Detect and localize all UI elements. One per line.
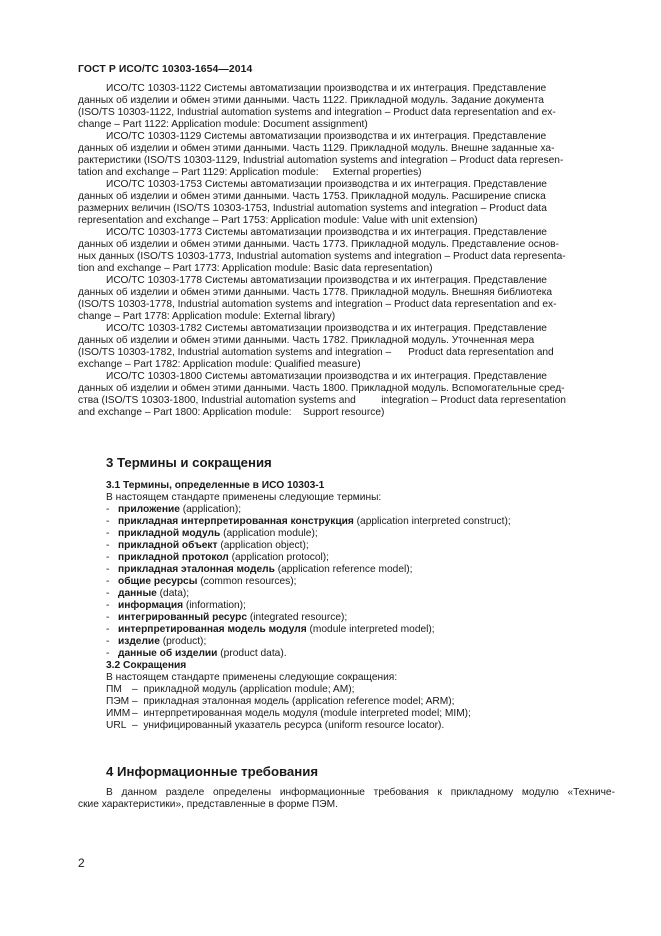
ref-line: данных об изделии и обмен этими данными. Часть 1753. Прикладной модуль. Расширение списка <box>78 191 546 202</box>
page-number: 2 <box>78 856 85 870</box>
abbreviation-item <box>106 696 626 708</box>
term-item <box>106 636 626 648</box>
term-name: прикладная интерпретированная конструкция <box>118 516 354 527</box>
list-dash: - <box>106 648 110 659</box>
paragraph-line: В данном разделе определены информационные требования к прикладному модулю «Техниче- <box>106 787 615 798</box>
ref-line: representation and exchange – Part 1753: Application module: Value with unit extension) <box>78 215 478 226</box>
list-dash: - <box>106 540 110 551</box>
reference-entry <box>78 227 615 275</box>
term-translation: (application object); <box>217 540 309 551</box>
term-item <box>106 648 626 660</box>
ref-line: ИСО/ТС 10303-1129 Системы автоматизации производства и их интеграция. Представление <box>106 131 547 142</box>
list-dash: - <box>106 516 110 527</box>
subsection-3-1-title: 3.1 Термины, определенные в ИСО 10303-1 <box>106 480 325 491</box>
abbreviation-item <box>106 708 626 720</box>
term-item <box>106 588 626 600</box>
ref-line: ИСО/ТС 10303-1122 Системы автоматизации производства и их интеграция. Представление <box>106 83 547 94</box>
list-dash: - <box>106 612 110 623</box>
reference-entry <box>78 179 615 227</box>
term-name: прикладной объект <box>118 540 218 551</box>
paragraph-line: ские характеристики», представленные в форме ПЭМ. <box>78 799 338 810</box>
term-name: приложение <box>118 504 180 515</box>
ref-line: (ISO/TS 10303-1782, Industrial automation systems and integration – Product data representation and <box>78 347 554 358</box>
term-name: информация <box>118 600 184 611</box>
term-translation: (application); <box>179 504 242 515</box>
term-translation: (integrated resource); <box>246 612 348 623</box>
abbreviation-item <box>106 684 626 696</box>
abbreviation-key: ПЭМ <box>106 696 130 707</box>
term-name: интегрированный ресурс <box>118 612 247 623</box>
ref-line: данных об изделии и обмен этими данными. Часть 1782. Прикладной модуль. Уточненная мера <box>78 335 535 346</box>
list-dash: - <box>106 528 110 539</box>
list-dash: - <box>106 552 110 563</box>
reference-entry <box>78 371 615 419</box>
ref-line: (ISO/TS 10303-1778, Industrial automation systems and integration – Product data representation and ex- <box>78 299 557 310</box>
reference-entry <box>78 131 615 179</box>
ref-line: ИСО/ТС 10303-1753 Системы автоматизации производства и их интеграция. Представление <box>106 179 547 190</box>
term-translation: (application interpreted construct); <box>353 516 511 527</box>
term-item <box>106 528 626 540</box>
term-item <box>106 504 626 516</box>
subsection-3-2-title: 3.2 Сокращения <box>106 660 187 671</box>
ref-line: данных об изделии и обмен этими данными. Часть 1773. Прикладной модуль. Представление основ- <box>78 239 559 250</box>
list-dash: - <box>106 588 110 599</box>
ref-line: change – Part 1122: Application module: Document assignment) <box>78 119 368 130</box>
abbreviation-key: ПМ <box>106 684 122 695</box>
term-item <box>106 600 626 612</box>
term-item <box>106 552 626 564</box>
list-dash: - <box>106 564 110 575</box>
ref-line: ИСО/ТС 10303-1778 Системы автоматизации производства и их интеграция. Представление <box>106 275 547 286</box>
abbreviations-list <box>106 684 626 732</box>
term-name: данные <box>118 588 157 599</box>
term-name: прикладной модуль <box>118 528 221 539</box>
subsection-3-2-intro: В настоящем стандарте применены следующие сокращения: <box>106 672 398 683</box>
ref-line: ства (ISO/TS 10303-1800, Industrial automation systems and integration – Product data representation <box>78 395 566 406</box>
term-translation: (product); <box>159 636 207 647</box>
list-dash: - <box>106 576 110 587</box>
subsection-3-1-intro: В настоящем стандарте применены следующие термины: <box>106 492 382 503</box>
ref-line: ИСО/ТС 10303-1800 Системы автоматизации производства и их интеграция. Представление <box>106 371 547 382</box>
section-3-body <box>106 480 626 732</box>
term-translation: (information); <box>183 600 246 611</box>
term-item <box>106 516 626 528</box>
term-translation: (data); <box>156 588 190 599</box>
term-translation: (module interpreted model); <box>306 624 435 635</box>
ref-line: ИСО/ТС 10303-1782 Системы автоматизации производства и их интеграция. Представление <box>106 323 547 334</box>
term-name: интерпретированная модель модуля <box>118 624 307 635</box>
ref-line: данных об изделии и обмен этими данными. Часть 1129. Прикладной модуль. Внешне заданные ха- <box>78 143 555 154</box>
abbreviation-item <box>106 720 626 732</box>
ref-line: exchange – Part 1782: Application module: Qualified measure) <box>78 359 361 370</box>
ref-line: tion and exchange – Part 1773: Application module: Basic data representation) <box>78 263 433 274</box>
list-dash: - <box>106 504 110 515</box>
abbreviation-key: URL <box>106 720 127 731</box>
term-translation: (product data). <box>217 648 287 659</box>
term-item <box>106 612 626 624</box>
abbreviation-key: ИММ <box>106 708 131 719</box>
section-3-title: 3 Термины и сокращения <box>106 455 272 470</box>
term-item <box>106 564 626 576</box>
abbreviation-text: – интерпретированная модель модуля (module interpreted model; MIM); <box>132 708 471 719</box>
term-name: данные об изделии <box>118 648 218 659</box>
ref-line: данных об изделии и обмен этими данными. Часть 1800. Прикладной модуль. Вспомогательные сред- <box>78 383 565 394</box>
term-translation: (common resources); <box>197 576 297 587</box>
section-4-paragraph <box>78 787 615 811</box>
term-translation: (application reference model); <box>274 564 413 575</box>
term-item <box>106 540 626 552</box>
ref-line: and exchange – Part 1800: Application module: Support resource) <box>78 407 385 418</box>
term-name: прикладная эталонная модель <box>118 564 275 575</box>
term-translation: (application protocol); <box>228 552 329 563</box>
terms-list <box>106 504 626 660</box>
term-name: прикладной протокол <box>118 552 229 563</box>
term-translation: (application module); <box>220 528 318 539</box>
ref-line: размерних величин (ISO/TS 10303-1753, Industrial automation systems and integration – Product data <box>78 203 547 214</box>
ref-line: change – Part 1778: Application module: External library) <box>78 311 336 322</box>
ref-line: рактеристики (ISO/TS 10303-1129, Industrial automation systems and integration – Product data represen- <box>78 155 564 166</box>
ref-line: ИСО/ТС 10303-1773 Системы автоматизации производства и их интеграция. Представление <box>106 227 547 238</box>
ref-line: (ISO/TS 10303-1122, Industrial automation systems and integration – Product data representation and ex- <box>78 107 556 118</box>
abbreviation-text: – прикладная эталонная модель (application reference model; ARM); <box>132 696 455 707</box>
ref-line: ных данных (ISO/TS 10303-1773, Industrial automation systems and integration – Product data representa- <box>78 251 566 262</box>
normative-references <box>78 83 615 419</box>
list-dash: - <box>106 636 110 647</box>
section-4-title: 4 Информационные требования <box>106 764 319 779</box>
reference-entry <box>78 83 615 131</box>
abbreviation-text: – унифицированный указатель ресурса (uniform resource locator). <box>132 720 445 731</box>
reference-entry <box>78 323 615 371</box>
document-header: ГОСТ Р ИСО/ТС 10303-1654—2014 <box>78 64 253 75</box>
list-dash: - <box>106 624 110 635</box>
ref-line: данных об изделии и обмен этими данными. Часть 1122. Прикладной модуль. Задание документа <box>78 95 544 106</box>
abbreviation-text: – прикладной модуль (application module; AM); <box>132 684 355 695</box>
term-name: изделие <box>118 636 160 647</box>
term-item <box>106 624 626 636</box>
reference-entry <box>78 275 615 323</box>
ref-line: данных об изделии и обмен этими данными. Часть 1778. Прикладной модуль. Внешняя библиотека <box>78 287 553 298</box>
ref-line: tation and exchange – Part 1129: Application module: External properties) <box>78 167 422 178</box>
term-name: общие ресурсы <box>118 576 198 587</box>
term-item <box>106 576 626 588</box>
list-dash: - <box>106 600 110 611</box>
